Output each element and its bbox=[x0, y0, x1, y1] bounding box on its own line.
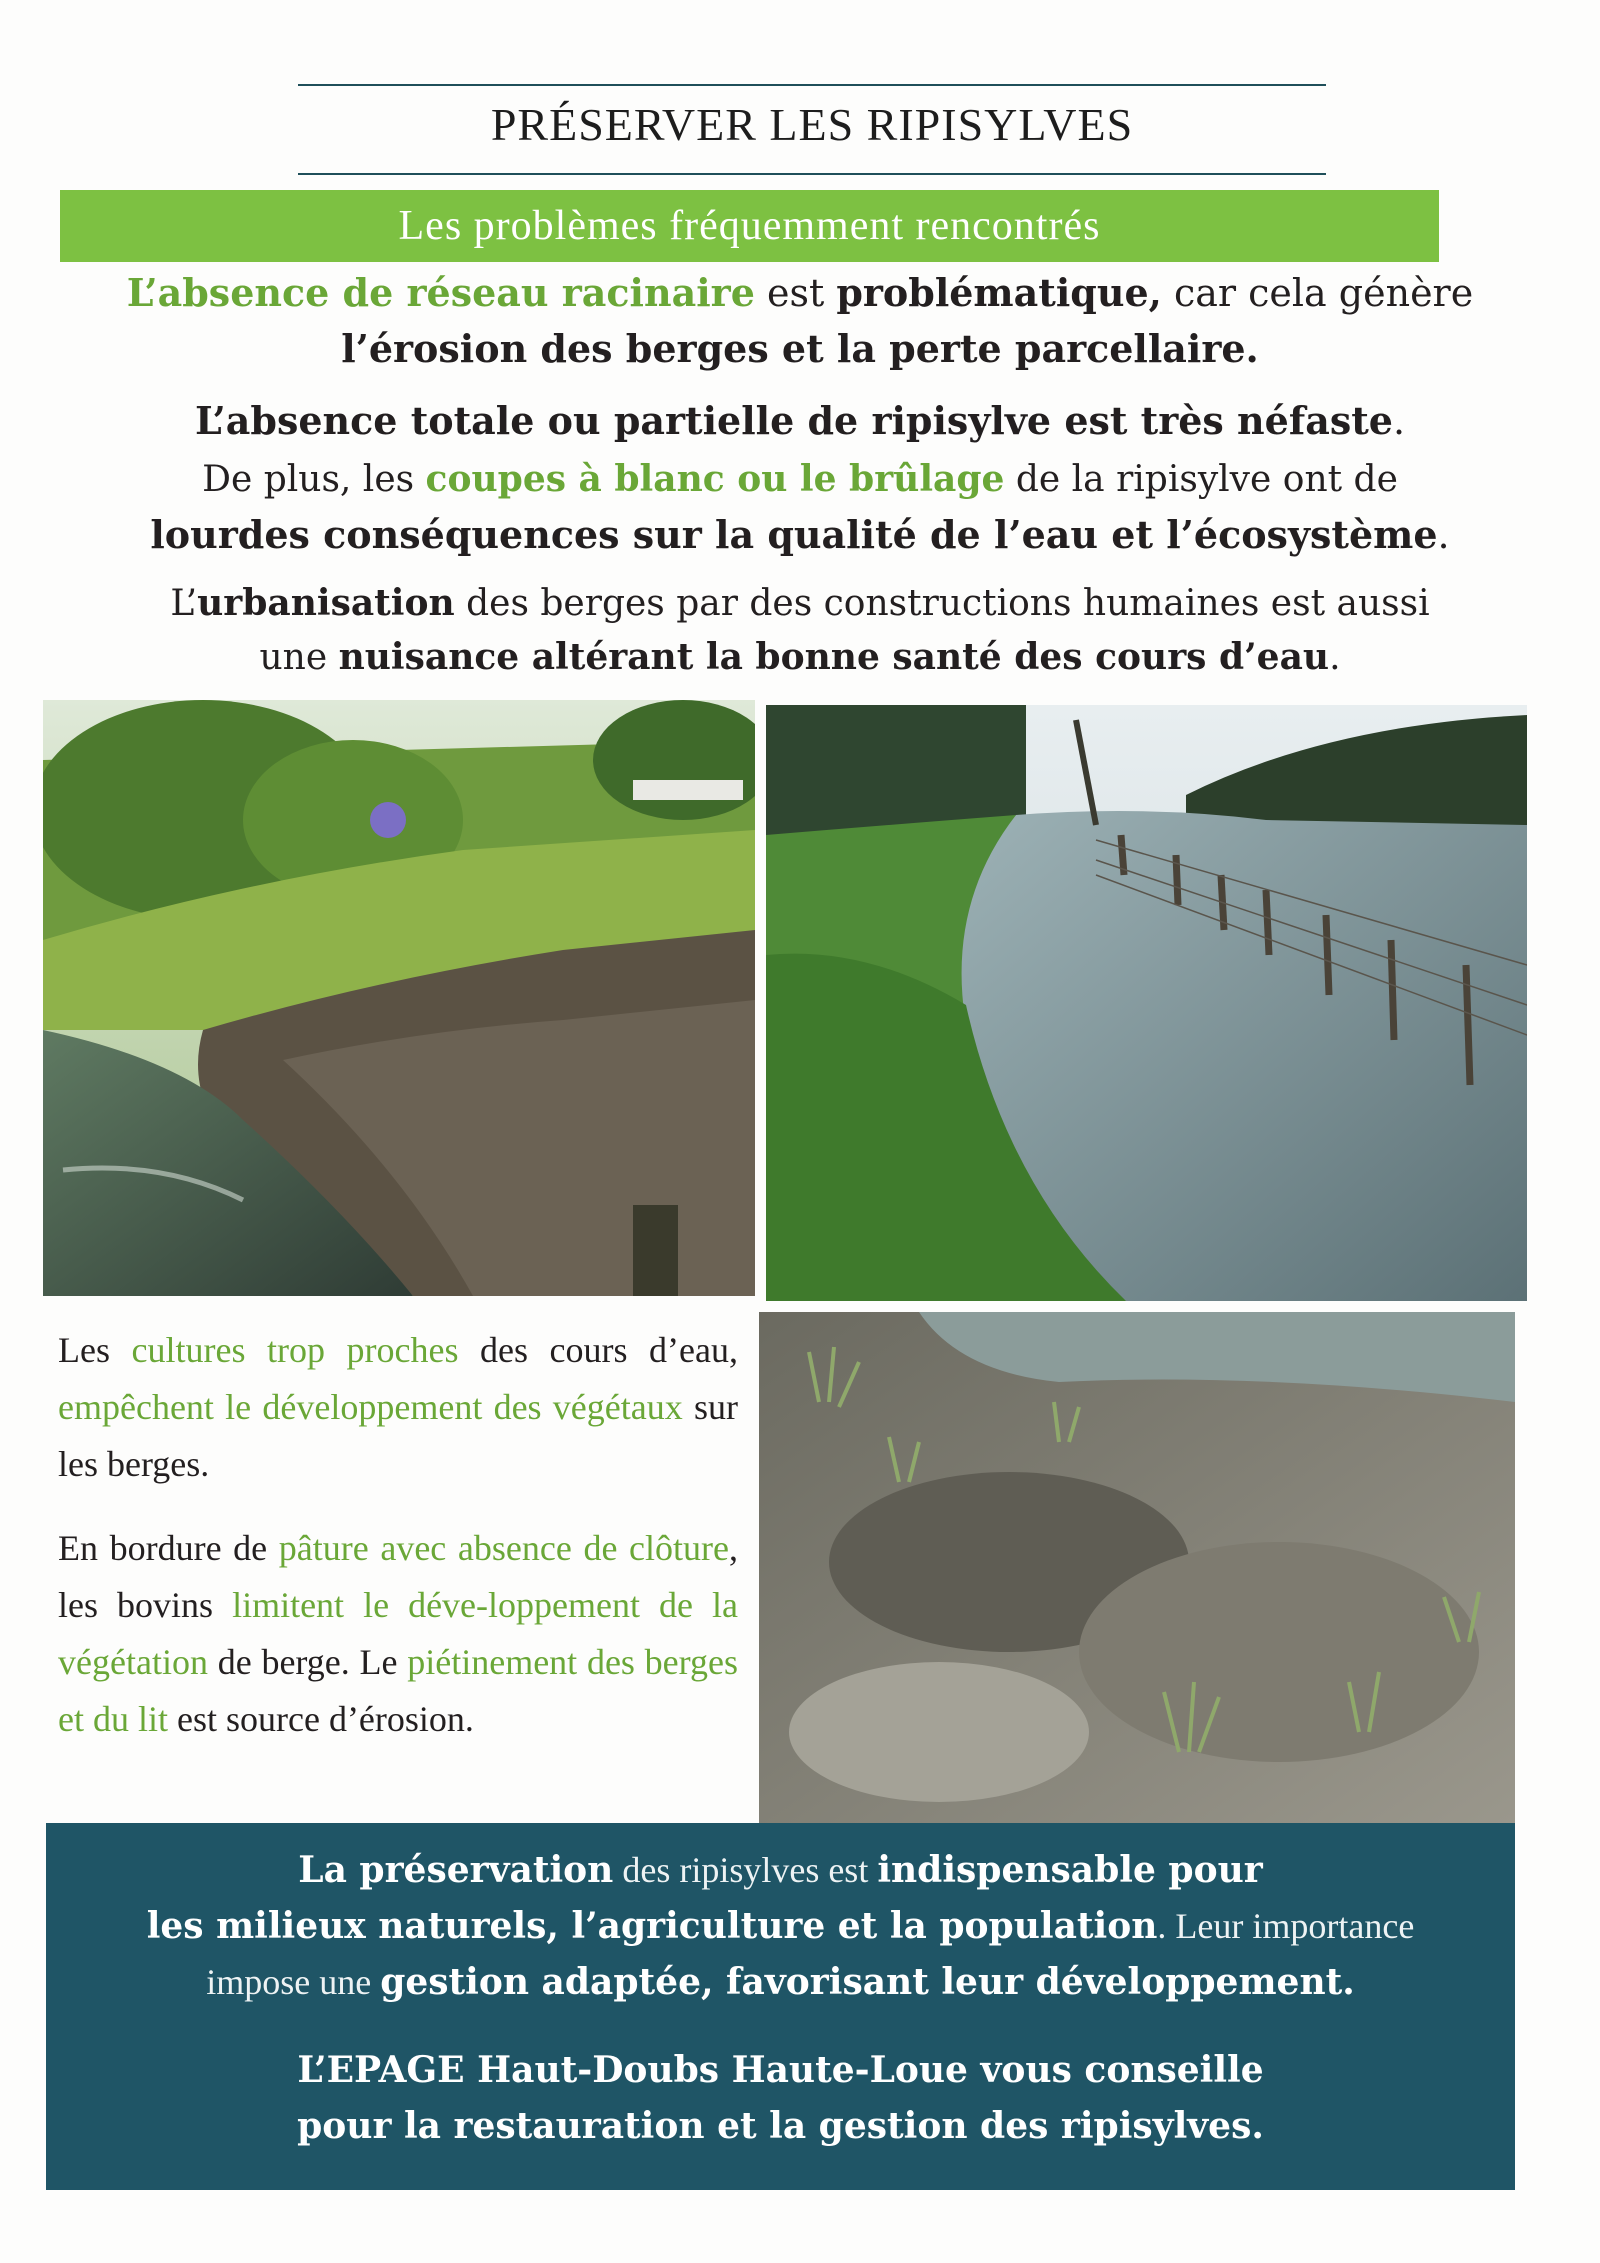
panel-line-4: L’EPAGE Haut-Doubs Haute-Loue vous conseille bbox=[297, 2049, 1264, 2091]
text: sur les berges. bbox=[58, 1387, 738, 1484]
text: est source d’érosion. bbox=[168, 1699, 474, 1739]
intro-line-4 bbox=[0, 458, 1600, 500]
text: une bbox=[259, 637, 339, 678]
bold-text: lourdes conséquences sur la qualité de l’eau et l’écosystème bbox=[150, 512, 1438, 557]
bold-text: l’érosion des berges et la perte parcellaire. bbox=[341, 326, 1259, 371]
highlight-text: empêchent le développement des végétaux bbox=[58, 1387, 683, 1427]
text: En bordure de bbox=[58, 1528, 279, 1568]
photo-flooded-fence bbox=[766, 705, 1527, 1301]
intro-line-5 bbox=[0, 512, 1600, 557]
panel-line-1 bbox=[46, 1849, 1515, 1891]
bold-text: problématique, bbox=[836, 270, 1162, 315]
highlight-text: coupes à blanc ou le brûlage bbox=[425, 458, 1005, 500]
text: L’ bbox=[170, 583, 198, 624]
photo-eroded-bank bbox=[43, 700, 755, 1296]
intro-line-7 bbox=[0, 636, 1600, 678]
bold-text: L’absence totale ou partielle de ripisylve est très néfaste bbox=[194, 398, 1393, 443]
text: de la ripisylve ont de bbox=[1004, 459, 1398, 500]
photo-trampled-bank bbox=[759, 1312, 1515, 1824]
bold-text: les milieux naturels, l’agriculture et la population bbox=[146, 1905, 1158, 1947]
crops-paragraph bbox=[58, 1322, 738, 1493]
conclusion-panel bbox=[46, 1823, 1515, 2190]
text: car cela génère bbox=[1161, 271, 1474, 315]
text: impose une bbox=[206, 1962, 381, 2002]
bold-text: nuisance altérant la bonne santé des cours d’eau bbox=[338, 636, 1330, 678]
title-rule bbox=[298, 173, 1326, 175]
text: des berges par des constructions humaines est aussi bbox=[454, 583, 1430, 624]
highlight-text: L’absence de réseau racinaire bbox=[126, 270, 755, 315]
text: , les bovins bbox=[58, 1528, 738, 1625]
text: des ripisylves est bbox=[613, 1850, 878, 1890]
intro-line-3 bbox=[0, 398, 1600, 443]
bold-text: indispensable pour bbox=[877, 1849, 1263, 1891]
text: Les bbox=[58, 1330, 132, 1370]
text: . Leur importance bbox=[1157, 1906, 1415, 1946]
text: est bbox=[754, 271, 837, 315]
text: des cours d’eau, bbox=[458, 1330, 738, 1370]
page-title: PRÉSERVER LES RIPISYLVES bbox=[490, 99, 1134, 150]
text: . bbox=[1392, 399, 1406, 443]
text: de berge. Le bbox=[207, 1642, 408, 1682]
panel-line-2 bbox=[46, 1905, 1515, 1947]
bold-text: La préservation bbox=[298, 1849, 614, 1891]
panel-line-3 bbox=[46, 1961, 1515, 2003]
intro-line-6 bbox=[0, 582, 1600, 624]
panel-line-5: pour la restauration et la gestion des ripisylves. bbox=[297, 2105, 1264, 2147]
pasture-paragraph bbox=[58, 1520, 738, 1748]
bold-text: gestion adaptée, favorisant leur développement. bbox=[380, 1961, 1355, 2003]
highlight-text: cultures trop proches bbox=[131, 1330, 459, 1370]
highlight-text: piétinement des berges et du lit bbox=[58, 1642, 738, 1739]
text: De plus, les bbox=[202, 459, 426, 500]
section-banner: Les problèmes fréquemment rencontrés bbox=[60, 190, 1439, 262]
highlight-text: limitent le déve-loppement de la végétation bbox=[58, 1585, 738, 1682]
intro-line-2 bbox=[0, 326, 1600, 371]
bold-text: urbanisation bbox=[197, 582, 455, 624]
intro-line-1 bbox=[0, 270, 1600, 315]
text: . bbox=[1437, 513, 1450, 557]
highlight-text: pâture avec absence de clôture bbox=[278, 1528, 729, 1568]
text: . bbox=[1329, 637, 1341, 678]
top-rule bbox=[298, 84, 1326, 86]
